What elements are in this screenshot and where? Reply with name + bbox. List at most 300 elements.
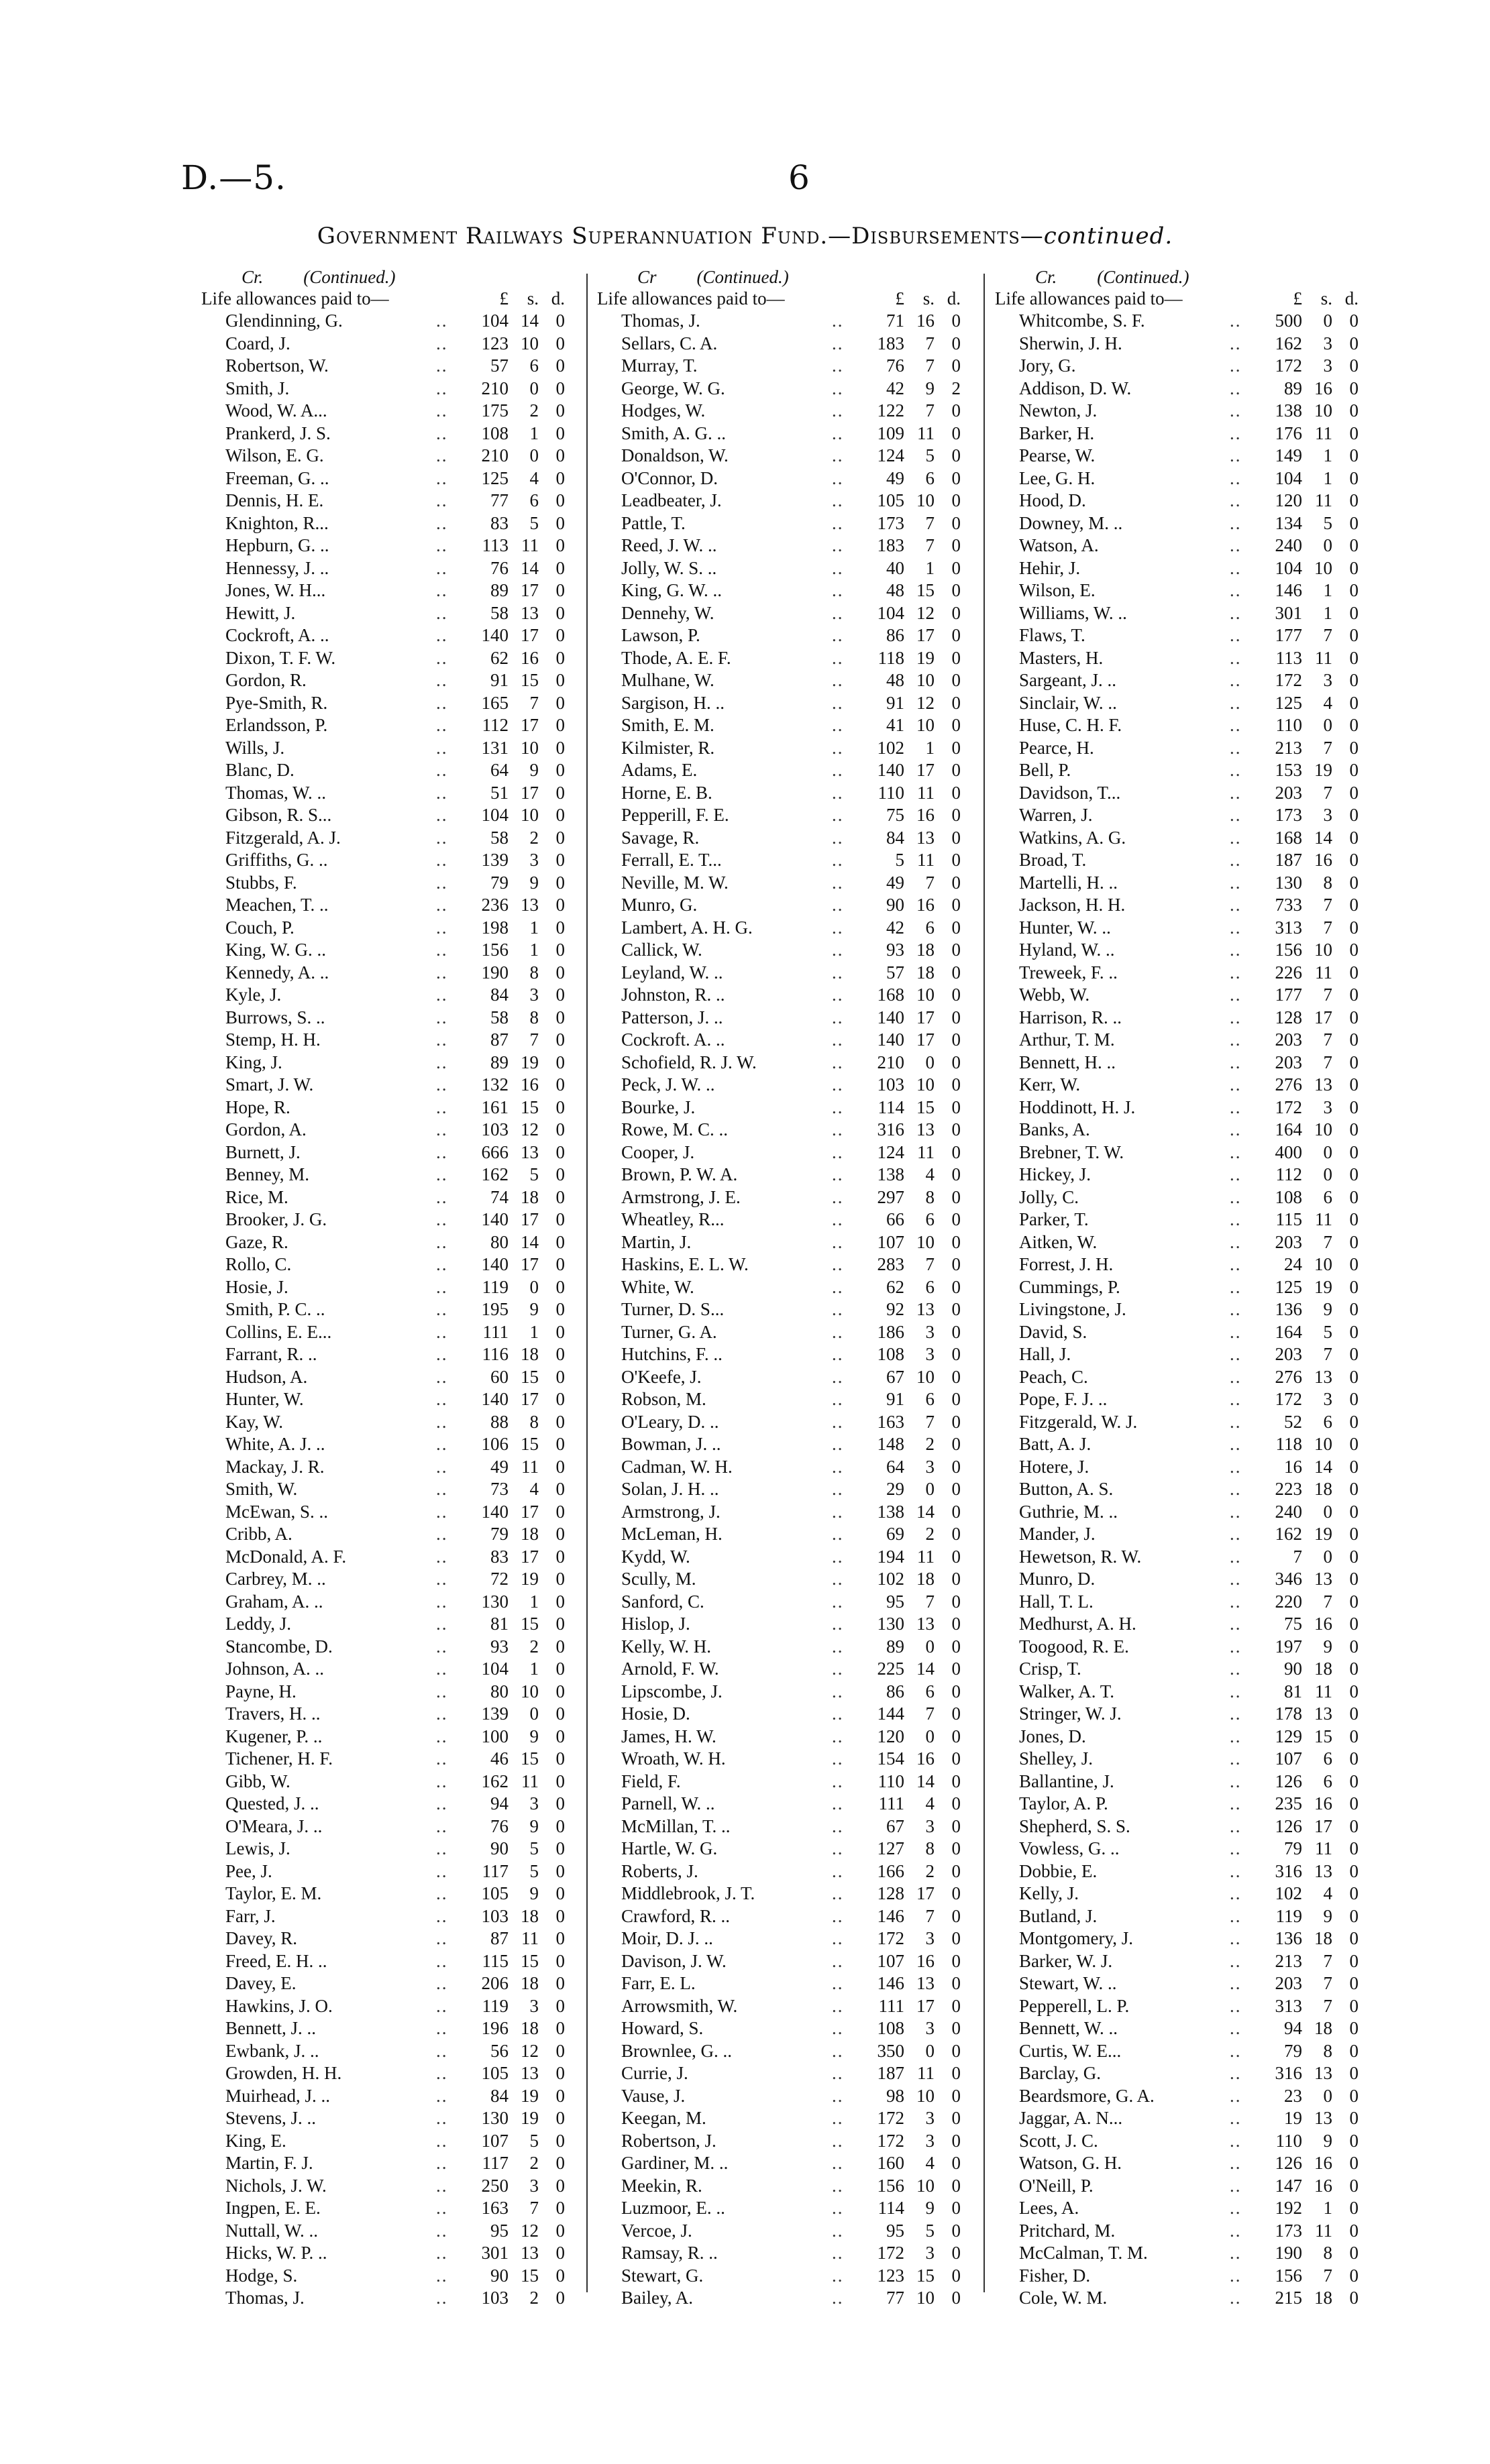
ledger-row xyxy=(201,872,597,895)
amount-pence: 0 xyxy=(1349,1186,1359,1207)
amount-pounds: 223 xyxy=(1275,1479,1302,1499)
ledger-row xyxy=(597,1209,993,1231)
amount-pence: 0 xyxy=(951,1501,961,1522)
amount-shillings: 9 xyxy=(1323,1905,1332,1926)
amount-pounds: 48 xyxy=(886,580,904,600)
amount-pence: 0 xyxy=(1349,1860,1359,1881)
amount-shillings: 10 xyxy=(916,1366,935,1387)
leader-dots: .. xyxy=(1230,1231,1242,1252)
column-heading: Life allowances paid to— xyxy=(201,288,389,309)
pensioner-name: Scott, J. C. xyxy=(1019,2130,1098,2151)
amount-pounds: 79 xyxy=(1284,2040,1302,2061)
amount-pounds: 92 xyxy=(886,1299,904,1319)
amount-pence: 0 xyxy=(951,1479,961,1499)
ledger-row xyxy=(597,2017,993,2040)
pensioner-name: Smith, W. xyxy=(225,1479,298,1499)
amount-pence: 0 xyxy=(951,445,961,465)
cr-label-row xyxy=(201,267,597,288)
pensioner-name: Knighton, R... xyxy=(225,512,329,533)
amount-pounds: 203 xyxy=(1275,1029,1302,1050)
ledger-row xyxy=(995,647,1391,670)
amount-shillings: 0 xyxy=(529,378,539,398)
amount-pounds: 195 xyxy=(481,1299,509,1319)
ledger-row xyxy=(995,1972,1391,1995)
continued-label: (Continued.) xyxy=(1097,267,1189,287)
amount-pence: 0 xyxy=(555,850,565,870)
amount-shillings: 7 xyxy=(1323,625,1332,645)
amount-pounds: 127 xyxy=(877,1838,904,1858)
amount-shillings: 1 xyxy=(529,423,539,443)
amount-pence: 0 xyxy=(555,1546,565,1567)
amount-pence: 0 xyxy=(555,333,565,353)
amount-shillings: 7 xyxy=(1323,1591,1332,1612)
ledger-row xyxy=(597,1748,993,1771)
pensioner-name: Ferrall, E. T... xyxy=(621,850,722,870)
pensioner-name: Cooper, J. xyxy=(621,1141,695,1162)
amount-pence: 0 xyxy=(1349,1524,1359,1544)
leader-dots: .. xyxy=(1230,1591,1242,1612)
amount-shillings: 6 xyxy=(1323,1411,1332,1432)
amount-pence: 0 xyxy=(555,512,565,533)
ledger-row xyxy=(995,1343,1391,1366)
amount-pounds: 89 xyxy=(490,1052,509,1072)
amount-pounds: 130 xyxy=(481,1591,509,1612)
amount-shillings: 3 xyxy=(529,2175,539,2196)
leader-dots: .. xyxy=(1230,2063,1242,2083)
pensioner-name: Davison, J. W. xyxy=(621,1950,727,1971)
amount-shillings: 12 xyxy=(521,2220,539,2241)
pensioner-name: Savage, R. xyxy=(621,827,700,848)
amount-shillings: 10 xyxy=(1314,940,1332,960)
amount-pounds: 84 xyxy=(490,985,509,1005)
amount-pounds: 77 xyxy=(490,490,509,510)
amount-shillings: 14 xyxy=(916,1771,935,1791)
amount-pence: 0 xyxy=(555,2153,565,2173)
leader-dots: .. xyxy=(832,1928,844,1948)
ledger-row xyxy=(995,445,1391,467)
pensioner-name: Parnell, W. .. xyxy=(621,1793,715,1813)
amount-pounds: 19 xyxy=(1284,2108,1302,2128)
amount-pounds: 49 xyxy=(490,1456,509,1477)
amount-pounds: 67 xyxy=(886,1366,904,1387)
leader-dots: .. xyxy=(1230,1366,1242,1387)
amount-pounds: 72 xyxy=(490,1569,509,1589)
amount-pence: 0 xyxy=(555,962,565,983)
amount-pounds: 113 xyxy=(482,535,509,555)
amount-shillings: 8 xyxy=(1323,2243,1332,2263)
amount-pounds: 140 xyxy=(481,1389,509,1409)
amount-pence: 2 xyxy=(951,378,961,398)
amount-shillings: 16 xyxy=(1314,850,1332,870)
amount-pence: 0 xyxy=(555,2108,565,2128)
amount-pence: 0 xyxy=(555,1973,565,1993)
amount-pence: 0 xyxy=(1349,1254,1359,1274)
amount-pounds: 76 xyxy=(886,355,904,376)
leader-dots: .. xyxy=(1230,647,1242,668)
amount-pence: 0 xyxy=(555,670,565,690)
amount-pounds: 24 xyxy=(1284,1254,1302,1274)
amount-pounds: 103 xyxy=(481,1905,509,1926)
ledger-row xyxy=(995,1276,1391,1299)
ledger-row xyxy=(995,2062,1391,2085)
amount-pence: 0 xyxy=(555,782,565,803)
pensioner-name: Stemp, H. H. xyxy=(225,1029,321,1050)
pensioner-name: Hickey, J. xyxy=(1019,1164,1091,1184)
amount-pence: 0 xyxy=(555,895,565,915)
amount-shillings: 3 xyxy=(925,1344,935,1364)
ledger-row xyxy=(995,602,1391,625)
ledger-row xyxy=(201,1793,597,1815)
leader-dots: .. xyxy=(436,2175,448,2196)
ledger-row xyxy=(201,2017,597,2040)
pensioner-name: Martin, F. J. xyxy=(225,2153,313,2173)
amount-shillings: 10 xyxy=(521,333,539,353)
ledger-row xyxy=(597,1029,993,1052)
page-header xyxy=(181,158,1382,212)
amount-pence: 0 xyxy=(555,1726,565,1746)
amount-pence: 0 xyxy=(1349,2288,1359,2308)
ledger-row xyxy=(201,1411,597,1434)
pensioner-name: Beardsmore, G. A. xyxy=(1019,2085,1155,2106)
leader-dots: .. xyxy=(832,1614,844,1634)
leader-dots: .. xyxy=(436,625,448,645)
ledger-row xyxy=(995,1815,1391,1838)
pensioner-name: Armstrong, J. E. xyxy=(621,1186,741,1207)
amount-pounds: 120 xyxy=(877,1726,904,1746)
pensioner-name: Montgomery, J. xyxy=(1019,1928,1133,1948)
amount-pence: 0 xyxy=(951,1456,961,1477)
amount-shillings: 6 xyxy=(925,1276,935,1297)
ledger-row xyxy=(995,2220,1391,2243)
leader-dots: .. xyxy=(1230,2153,1242,2173)
pensioner-name: Hosie, D. xyxy=(621,1703,690,1724)
pensioner-name: Batt, A. J. xyxy=(1019,1434,1092,1454)
amount-shillings: 13 xyxy=(1314,1366,1332,1387)
leader-dots: .. xyxy=(1230,1479,1242,1499)
amount-pounds: 105 xyxy=(481,2063,509,2083)
leader-dots: .. xyxy=(832,1681,844,1701)
pensioner-name: Barclay, G. xyxy=(1019,2063,1101,2083)
amount-pounds: 203 xyxy=(1275,1344,1302,1364)
amount-shillings: 9 xyxy=(529,1815,539,1836)
leader-dots: .. xyxy=(436,1366,448,1387)
leader-dots: .. xyxy=(832,2018,844,2038)
ledger-row xyxy=(597,2152,993,2175)
amount-pence: 0 xyxy=(1349,467,1359,488)
amount-pounds: 103 xyxy=(481,2288,509,2308)
leader-dots: .. xyxy=(436,2130,448,2151)
pensioner-name: Vowless, G. .. xyxy=(1019,1838,1120,1858)
pensioner-name: Murray, T. xyxy=(621,355,698,376)
amount-shillings: 10 xyxy=(916,2175,935,2196)
pensioner-name: Hepburn, G. .. xyxy=(225,535,329,555)
amount-pounds: 102 xyxy=(1275,1883,1302,1903)
leader-dots: .. xyxy=(832,962,844,983)
amount-pounds: 108 xyxy=(481,423,509,443)
pensioner-name: Smith, P. C. .. xyxy=(225,1299,325,1319)
amount-pounds: 109 xyxy=(877,423,904,443)
amount-pounds: 94 xyxy=(1284,2018,1302,2038)
amount-pounds: 105 xyxy=(877,490,904,510)
ledger-row xyxy=(995,1793,1391,1815)
amount-pounds: 301 xyxy=(481,2243,509,2263)
amount-pounds: 124 xyxy=(877,445,904,465)
amount-pounds: 140 xyxy=(481,625,509,645)
leader-dots: .. xyxy=(1230,1681,1242,1701)
leader-dots: .. xyxy=(832,1434,844,1454)
leader-dots: .. xyxy=(1230,2220,1242,2241)
pensioner-name: Smart, J. W. xyxy=(225,1074,314,1095)
pensioner-name: Growden, H. H. xyxy=(225,2063,342,2083)
pensioner-name: Butland, J. xyxy=(1019,1905,1098,1926)
ledger-row xyxy=(995,1321,1391,1344)
amount-pence: 0 xyxy=(1349,490,1359,510)
leader-dots: .. xyxy=(1230,2130,1242,2151)
amount-shillings: 18 xyxy=(916,1569,935,1589)
pensioner-name: Bourke, J. xyxy=(621,1097,696,1117)
leader-dots: .. xyxy=(832,1501,844,1522)
amount-shillings: 12 xyxy=(521,2040,539,2061)
amount-pounds: 172 xyxy=(1275,670,1302,690)
amount-pence: 0 xyxy=(951,1591,961,1612)
amount-shillings: 8 xyxy=(925,1838,935,1858)
amount-shillings: 3 xyxy=(1323,805,1332,825)
pensioner-name: Downey, M. .. xyxy=(1019,512,1123,533)
amount-shillings: 3 xyxy=(925,2243,935,2263)
leader-dots: .. xyxy=(436,1029,448,1050)
amount-shillings: 13 xyxy=(521,2063,539,2083)
amount-pounds: 104 xyxy=(1275,557,1302,578)
amount-pence: 0 xyxy=(951,333,961,353)
amount-shillings: 0 xyxy=(529,1276,539,1297)
amount-shillings: 10 xyxy=(1314,1119,1332,1139)
amount-shillings: 3 xyxy=(529,850,539,870)
ledger-row xyxy=(201,1321,597,1344)
amount-pounds: 103 xyxy=(481,1119,509,1139)
ledger-row xyxy=(201,2062,597,2085)
amount-pounds: 77 xyxy=(886,2288,904,2308)
amount-shillings: 13 xyxy=(916,1119,935,1139)
pensioner-name: Griffiths, G. .. xyxy=(225,850,328,870)
amount-shillings: 1 xyxy=(1323,445,1332,465)
leader-dots: .. xyxy=(1230,2040,1242,2061)
amount-shillings: 11 xyxy=(917,782,935,803)
amount-pounds: 108 xyxy=(1275,1186,1302,1207)
cr-label-row xyxy=(597,267,993,288)
amount-pence: 0 xyxy=(1349,940,1359,960)
amount-pence: 0 xyxy=(1349,1119,1359,1139)
leader-dots: .. xyxy=(1230,1995,1242,2016)
amount-pounds: 213 xyxy=(1275,1950,1302,1971)
amount-shillings: 0 xyxy=(529,1703,539,1724)
leader-dots: .. xyxy=(436,1860,448,1881)
amount-pence: 0 xyxy=(1349,2175,1359,2196)
amount-shillings: 15 xyxy=(521,1748,539,1769)
amount-pence: 0 xyxy=(951,827,961,848)
amount-shillings: 14 xyxy=(1314,1456,1332,1477)
ledger-row xyxy=(597,782,993,805)
ledger-row xyxy=(597,2197,993,2220)
leader-dots: .. xyxy=(832,1479,844,1499)
shillings-header: s. xyxy=(922,288,935,309)
amount-shillings: 8 xyxy=(529,1411,539,1432)
pensioner-name: Pepperill, F. E. xyxy=(621,805,729,825)
amount-shillings: 5 xyxy=(529,512,539,533)
ledger-row xyxy=(201,557,597,580)
pensioner-name: Hoddinott, H. J. xyxy=(1019,1097,1136,1117)
amount-shillings: 17 xyxy=(521,580,539,600)
column-heading-row xyxy=(597,288,993,310)
amount-pence: 0 xyxy=(951,1074,961,1095)
amount-shillings: 0 xyxy=(1323,715,1332,735)
leader-dots: .. xyxy=(436,378,448,398)
ledger-row xyxy=(597,1905,993,1928)
leader-dots: .. xyxy=(832,1299,844,1319)
amount-pence: 0 xyxy=(555,715,565,735)
pensioner-name: Schofield, R. J. W. xyxy=(621,1052,757,1072)
amount-pence: 0 xyxy=(1349,2153,1359,2173)
amount-pence: 0 xyxy=(555,985,565,1005)
ledger-row xyxy=(597,1568,993,1591)
amount-shillings: 9 xyxy=(529,1299,539,1319)
leader-dots: .. xyxy=(1230,670,1242,690)
amount-pence: 0 xyxy=(951,1748,961,1769)
pensioner-name: Hutchins, F. .. xyxy=(621,1344,723,1364)
amount-shillings: 9 xyxy=(1323,1299,1332,1319)
pensioner-name: Johnson, A. .. xyxy=(225,1659,325,1679)
ledger-row xyxy=(995,1681,1391,1703)
amount-pence: 0 xyxy=(951,1614,961,1634)
amount-pounds: 166 xyxy=(877,1860,904,1881)
leader-dots: .. xyxy=(436,2288,448,2308)
leader-dots: .. xyxy=(1230,2018,1242,2038)
ledger-row xyxy=(201,1456,597,1479)
pensioner-name: Webb, W. xyxy=(1019,985,1090,1005)
amount-shillings: 3 xyxy=(925,2018,935,2038)
leader-dots: .. xyxy=(832,1546,844,1567)
amount-shillings: 13 xyxy=(1314,1569,1332,1589)
amount-pence: 0 xyxy=(1349,355,1359,376)
pensioner-name: Leddy, J. xyxy=(225,1614,291,1634)
ledger-row xyxy=(201,1681,597,1703)
leader-dots: .. xyxy=(436,1659,448,1679)
amount-pence: 0 xyxy=(951,512,961,533)
amount-pence: 0 xyxy=(555,1838,565,1858)
ledger-row xyxy=(597,1950,993,1973)
amount-pounds: 250 xyxy=(481,2175,509,2196)
amount-shillings: 5 xyxy=(925,2220,935,2241)
pensioner-name: Burrows, S. .. xyxy=(225,1007,325,1027)
pensioner-name: Nuttall, W. .. xyxy=(225,2220,319,2241)
amount-pounds: 276 xyxy=(1275,1366,1302,1387)
pensioner-name: Peach, C. xyxy=(1019,1366,1088,1387)
ledger-row xyxy=(995,2130,1391,2153)
ledger-row xyxy=(995,1927,1391,1950)
ledger-row xyxy=(597,2220,993,2243)
page-number: 6 xyxy=(788,158,810,197)
leader-dots: .. xyxy=(436,1276,448,1297)
pensioner-name: O'Meara, J. .. xyxy=(225,1815,323,1836)
amount-pence: 0 xyxy=(951,355,961,376)
amount-shillings: 9 xyxy=(529,1883,539,1903)
ledger-row xyxy=(201,2197,597,2220)
amount-shillings: 15 xyxy=(521,1614,539,1634)
amount-pence: 0 xyxy=(1349,985,1359,1005)
amount-pence: 0 xyxy=(1349,1950,1359,1971)
amount-shillings: 7 xyxy=(1323,895,1332,915)
amount-shillings: 4 xyxy=(925,1793,935,1813)
ledger-row xyxy=(597,1411,993,1434)
pensioner-name: Barker, W. J. xyxy=(1019,1950,1113,1971)
amount-shillings: 18 xyxy=(1314,1659,1332,1679)
leader-dots: .. xyxy=(436,1254,448,1274)
leader-dots: .. xyxy=(832,2085,844,2106)
amount-shillings: 8 xyxy=(1323,2040,1332,2061)
amount-pounds: 154 xyxy=(877,1748,904,1769)
pensioner-name: Hodges, W. xyxy=(621,400,706,421)
pensioner-name: Rollo, C. xyxy=(225,1254,292,1274)
pensioner-name: Turner, G. A. xyxy=(621,1321,717,1342)
pensioner-name: Hennessy, J. .. xyxy=(225,557,329,578)
amount-pence: 0 xyxy=(951,1254,961,1274)
amount-pounds: 123 xyxy=(877,2265,904,2286)
leader-dots: .. xyxy=(832,311,844,331)
pensioner-name: King, E. xyxy=(225,2130,286,2151)
ledger-row xyxy=(597,467,993,490)
pensioner-name: Farrant, R. .. xyxy=(225,1344,317,1364)
ledger-row xyxy=(597,804,993,827)
leader-dots: .. xyxy=(1230,850,1242,870)
document-reference: D.—5. xyxy=(181,158,286,197)
pence-header: d. xyxy=(1344,288,1359,309)
ledger-row xyxy=(995,579,1391,602)
pensioner-name: Moir, D. J. .. xyxy=(621,1928,713,1948)
pensioner-name: Meachen, T. .. xyxy=(225,895,329,915)
amount-pence: 0 xyxy=(951,1186,961,1207)
leader-dots: .. xyxy=(1230,378,1242,398)
leader-dots: .. xyxy=(436,2220,448,2241)
leader-dots: .. xyxy=(436,940,448,960)
amount-pence: 0 xyxy=(951,1276,961,1297)
amount-shillings: 13 xyxy=(521,602,539,623)
amount-shillings: 4 xyxy=(529,467,539,488)
ledger-row xyxy=(995,1950,1391,1973)
amount-pence: 0 xyxy=(555,1524,565,1544)
amount-pence: 0 xyxy=(1349,1636,1359,1657)
pensioner-name: Thomas, W. .. xyxy=(225,782,327,803)
amount-pence: 0 xyxy=(951,1726,961,1746)
amount-pence: 0 xyxy=(1349,917,1359,938)
amount-pounds: 220 xyxy=(1275,1591,1302,1612)
amount-shillings: 1 xyxy=(1323,2198,1332,2218)
pensioner-name: Parker, T. xyxy=(1019,1209,1089,1229)
amount-shillings: 7 xyxy=(1323,1344,1332,1364)
leader-dots: .. xyxy=(832,827,844,848)
amount-pence: 0 xyxy=(1349,1074,1359,1095)
leader-dots: .. xyxy=(436,1748,448,1769)
amount-shillings: 7 xyxy=(1323,737,1332,758)
amount-pounds: 112 xyxy=(1275,1164,1302,1184)
ledger-row xyxy=(597,1343,993,1366)
ledger-row xyxy=(597,984,993,1007)
leader-dots: .. xyxy=(832,760,844,780)
amount-shillings: 16 xyxy=(1314,2153,1332,2173)
amount-shillings: 1 xyxy=(529,940,539,960)
leader-dots: .. xyxy=(832,715,844,735)
pensioner-name: Benney, M. xyxy=(225,1164,309,1184)
amount-pounds: 62 xyxy=(490,647,509,668)
amount-pence: 0 xyxy=(951,2265,961,2286)
